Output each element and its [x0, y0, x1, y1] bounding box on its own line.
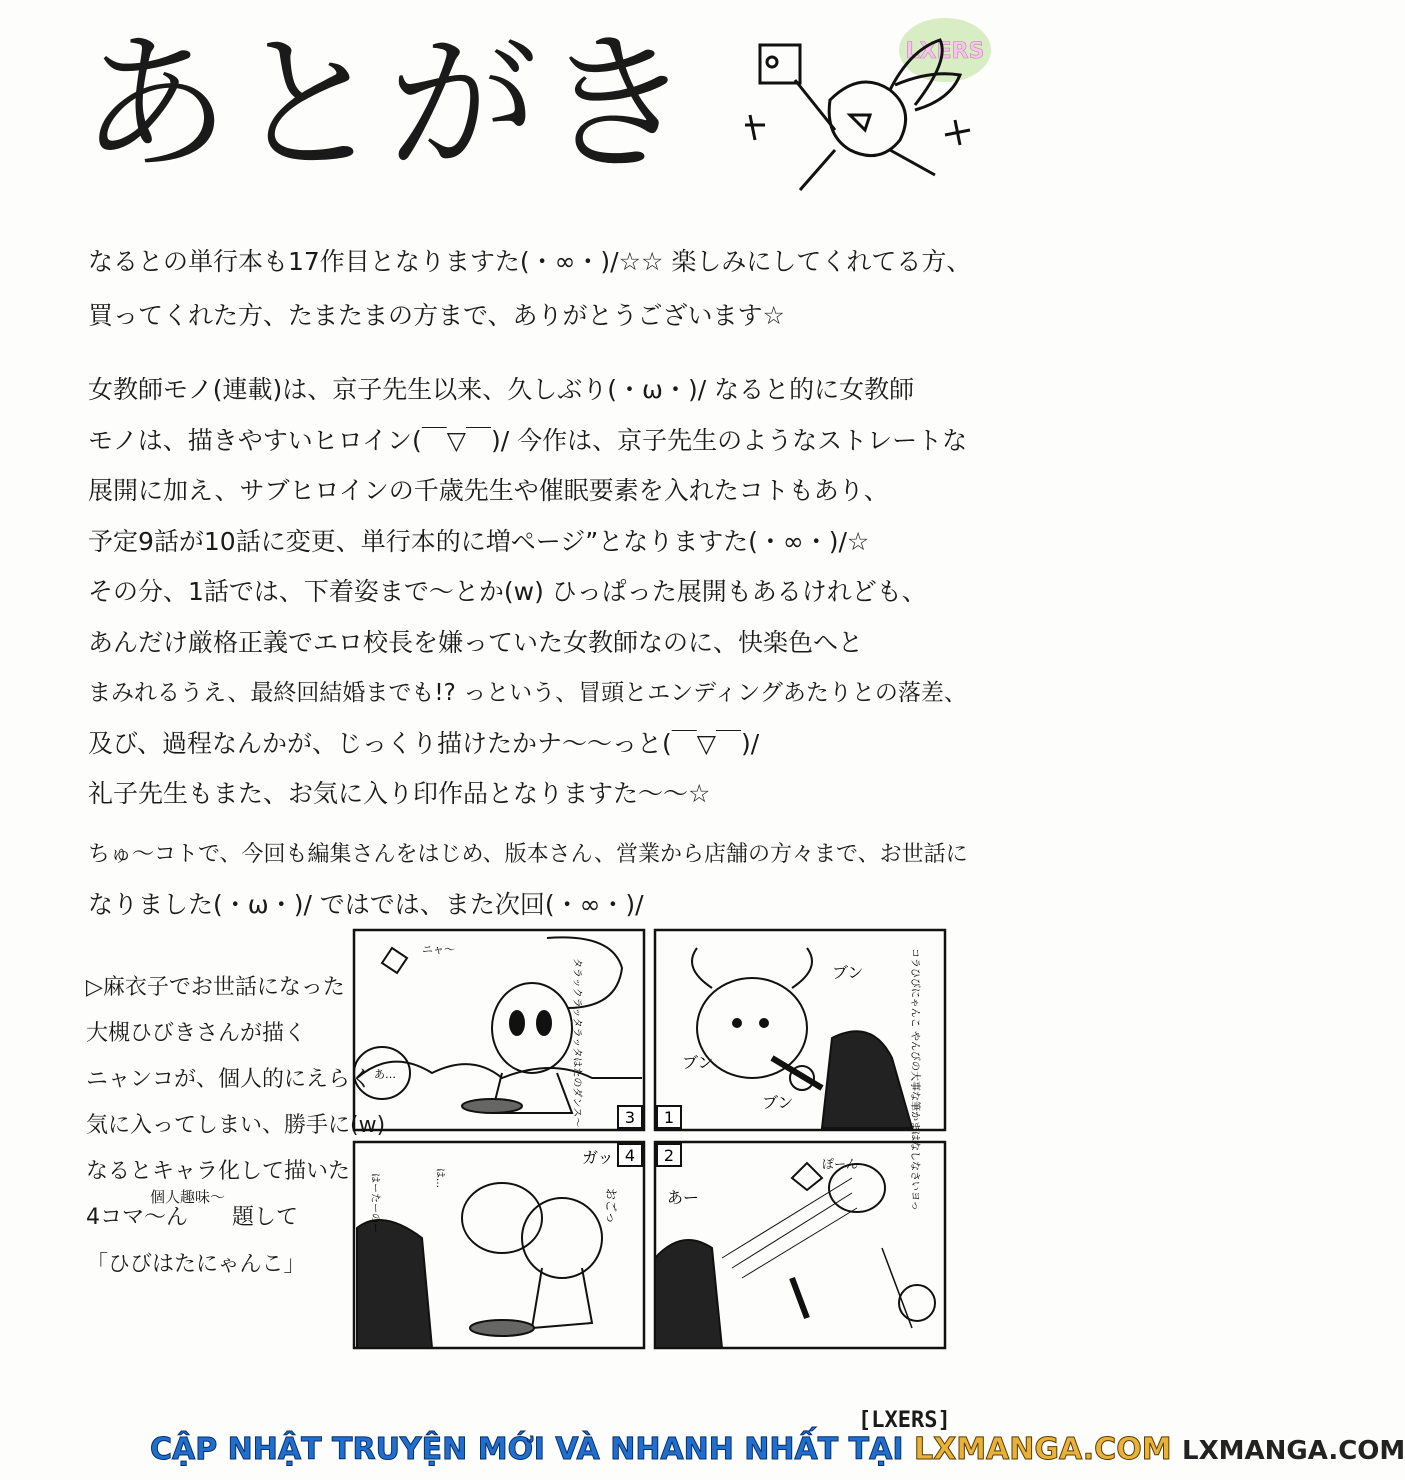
scanlator-tag: [LXERS] — [858, 1408, 951, 1433]
sfx-text: おごっ — [604, 1188, 618, 1224]
speech-text: はーたーのー — [369, 1173, 380, 1233]
side-note-line: なるとキャラ化して描いた — [86, 1159, 351, 1184]
four-panel-comic — [352, 928, 947, 1356]
text-line: なるとの単行本も17作目となりますた(・∞・)/☆☆ 楽しみにしてくれてる方、 — [88, 247, 972, 276]
svg-text:LXERS: LXERS — [905, 39, 985, 64]
text-line: ちゅ～コトで、今回も編集さんをはじめ、版本さん、営業から店舗の方々まで、お世話に — [88, 842, 968, 867]
panel-number: 1 — [663, 1108, 675, 1127]
paragraph-closing — [88, 830, 968, 930]
paragraph-main — [88, 365, 968, 820]
sfx-text: ガッ — [582, 1148, 614, 1167]
text-line: モノは、描きやすいヒロイン(￣▽￣)/ 今作は、京子先生のようなストレートな — [88, 425, 968, 455]
side-note-line: ニャンコが、個人的にえらく — [86, 1067, 373, 1092]
side-note-line: 大槻ひびきさんが描く — [86, 1021, 307, 1046]
text-line: その分、1話では、下着姿まで～とか(w) ひっぱった展開もあるけれども、 — [88, 577, 927, 606]
text-line: 買ってくれた方、たまたまの方まで、ありがとうございます☆ — [88, 301, 785, 330]
side-note-line: ▷麻衣子でお世話になった — [86, 975, 345, 1000]
sfx-text: ぽーん — [822, 1157, 859, 1171]
sfx-text: ブン — [832, 963, 864, 982]
text-line: あんだけ厳格正義でエロ校長を嫌っていた女教師なのに、快楽色へと — [88, 627, 864, 657]
panel-number: 3 — [624, 1108, 636, 1127]
text-line: 展開に加え、サブヒロインの千歳先生や催眠要素を入れたコトもあり、 — [88, 476, 889, 505]
text-line: 女教師モノ(連載)は、京子先生以来、久しぶり(・ω・)/ なると的に女教師 — [88, 375, 915, 404]
side-note-hobby: 個人趣味～ — [150, 1188, 226, 1206]
speech-text: コラひびにゃんこ やんびの大事な筆かまはなしなさいヨっ — [909, 948, 920, 1211]
sfx-text: ブン — [682, 1053, 714, 1072]
speech-text: あー — [667, 1188, 700, 1207]
sfx-text: ブン — [762, 1093, 794, 1112]
panel-number: 2 — [663, 1146, 675, 1165]
speech-text: タラックラッタラッタはたのダンス～ — [571, 958, 582, 1128]
page-title: あとがき — [80, 18, 697, 192]
text-line: 及び、過程なんかが、じっくり描けたかナ～～っと(￣▽￣)/ — [88, 728, 760, 758]
paragraph-thanks — [88, 235, 972, 343]
rabbit-mascot-drawing — [740, 30, 980, 200]
text-line: 礼子先生もまた、お気に入り印作品となりますた～～☆ — [88, 779, 711, 808]
speech-text: ニャ～ — [422, 943, 455, 956]
watermark-banner — [150, 1432, 1405, 1467]
speech-text: は… — [434, 1168, 445, 1188]
banner-main-text: CẬP NHẬT TRUYỆN MỚI VÀ NHANH NHẤT TẠI — [150, 1432, 904, 1467]
speech-text: あ… — [374, 1068, 396, 1081]
banner-domain-text: LXMANGA.COM — [1182, 1436, 1405, 1466]
panel-number: 4 — [624, 1146, 636, 1165]
side-note-caption: 「ひびはたにゃんこ」 — [86, 1252, 306, 1277]
side-note-line: 4コマ～ん 題して — [86, 1205, 298, 1230]
side-note-line: 気に入ってしまい、勝手に(w) — [86, 1113, 386, 1138]
banner-site-text: LXMANGA.COM — [913, 1432, 1172, 1467]
text-line: 予定9話が10話に変更、単行本的に増ページ”となりますた(・∞・)/☆ — [88, 526, 870, 556]
text-line: まみれるうえ、最終回結婚までも!? っという、冒頭とエンディングあたりとの落差、 — [88, 680, 967, 706]
text-line: なりました(・ω・)/ ではでは、また次回(・∞・)/ — [88, 890, 644, 919]
